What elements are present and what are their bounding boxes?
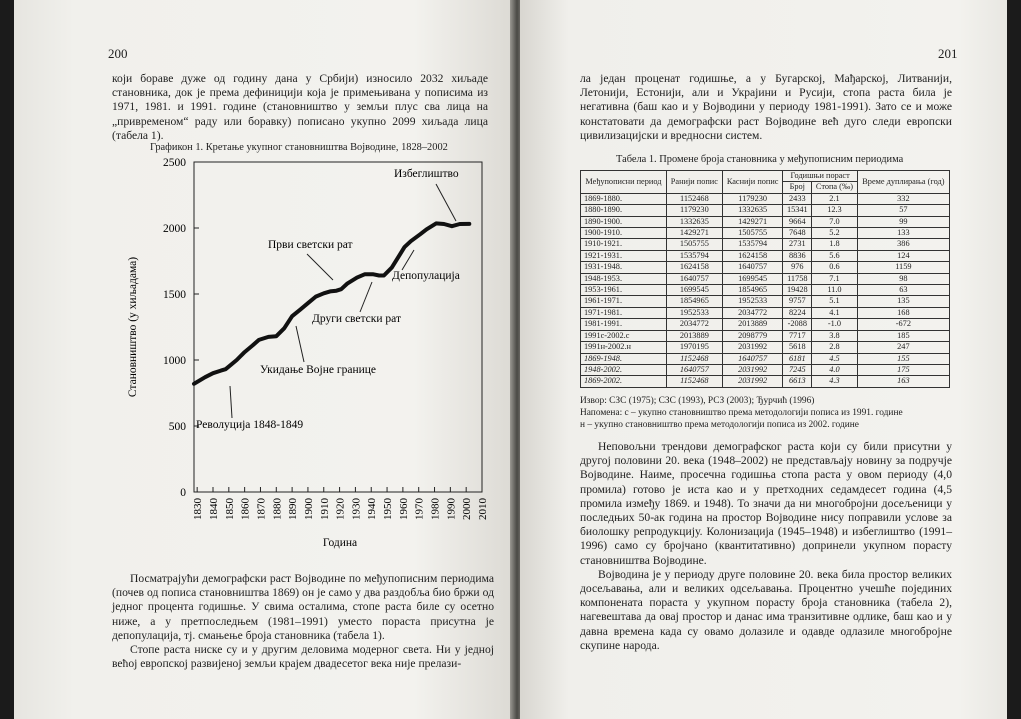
table-cell: 1981-1991. [581, 319, 667, 330]
table-row [581, 364, 950, 375]
table-cell: 1948-2002. [581, 364, 667, 375]
right-body-text [580, 440, 952, 653]
y-tick-label: 500 [168, 421, 186, 433]
table-cell: 1953-1961. [581, 285, 667, 296]
table-cell: 247 [857, 342, 949, 353]
x-tick-label: 1950 [382, 498, 395, 520]
table-row [581, 296, 950, 307]
x-tick-label: 1870 [255, 498, 268, 520]
table-cell: 1179230 [666, 205, 722, 216]
table-cell: 185 [857, 330, 949, 341]
table-cell: 7717 [783, 330, 812, 341]
x-tick-label: 1830 [192, 498, 205, 520]
right-paragraph-2: Војводина је у периоду друге половине 20. века била простор великих досељавања, али и великих одсељавања. Процентно учешће појединих компонената пораста у укупном порасту броја становника (табела 2), нагевештава да овај простор и данас има транзитивне одлике, баш као и у давна времена када су овамо долазиле и одавде одлазиле многобројне скупине народа. [580, 567, 952, 652]
table-cell: 2031992 [722, 376, 783, 387]
right-page-number: 201 [938, 46, 958, 61]
left-page-number: 200 [108, 46, 128, 61]
annotation-refugees-pointer [436, 184, 456, 221]
table-cell: 1869-1948. [581, 353, 667, 364]
x-tick-label: 1850 [223, 498, 236, 520]
plot-frame [194, 162, 482, 492]
figure-caption: Графикон 1. Кретање укупног становништва Војводине, 1828–2002 [150, 142, 448, 153]
table-cell: -1.0 [812, 319, 858, 330]
table-cell: 135 [857, 296, 949, 307]
header-earlier-census: Ранији попис [666, 171, 722, 194]
right-paragraph-1: Неповољни трендови демографског раста који су били присутни у другој половини 20. века (1948–2002) не представљају новину за подручје Војводине. Наиме, просечна годишња стопа раста у овом периоду (4,0 промила) готово је иста као и у претходних седамдесет година (4,5 промила између 1869. и 1948). То значи да ни многобројни досељеници у последњих 50-ак година на простор Војводине нису поправили услове за биолошку репродукцију. Колонизација (1945–1948) и избеглиштво (1991–1996) само су бројчано (квантитативно) допринели укупном порасту становништва Војводине. [580, 440, 952, 567]
left-intro-text: који бораве дуже од годину дана у Србији) износило 2032 хиљаде становника, док је према дефиницији која је примењивана у пописима из 1971, 1981. и 1991. године (становништво у земљи плус сва лица на „привременом“ раду или боравку) пописано укупно 2099 хиљада лица (табела 1). [112, 72, 488, 142]
y-axis-label: Становништво (у хиљадама) [127, 256, 139, 398]
header-annual-growth: Годишњи пораст [783, 171, 857, 182]
right-intro-text: ла један проценат годишње, а у Бугарској, Мађарској, Литванији, Летонији, Естонији, али и Украјини и Русији, стопа раста била је негативна (баш као и у Војводини у периоду 1981-1991). Зато се и може констатовати да демографски раст Војводине већ дуго следи европски цивилизацијски и вредносни систем. [580, 72, 952, 142]
table-cell: 1869-2002. [581, 376, 667, 387]
annotation-ww2: Други светски рат [312, 313, 401, 325]
table-cell: 1952533 [666, 307, 722, 318]
x-tick-label: 2000 [461, 498, 474, 520]
annotation-refugees: Избеглиштво [394, 168, 459, 180]
x-axis-label: Година [322, 537, 358, 549]
census-table [580, 170, 950, 388]
table-cell: 1961-1971. [581, 296, 667, 307]
table-cell: 1429271 [666, 228, 722, 239]
table-cell: 7245 [783, 364, 812, 375]
annotation-military-frontier-pointer [296, 326, 304, 362]
table-cell: 7.0 [812, 216, 858, 227]
header-doubling-time: Време дуплирања (год) [857, 171, 949, 194]
right-page [520, 0, 1007, 719]
x-tick-label: 1930 [350, 498, 363, 520]
table-cell: 19428 [783, 285, 812, 296]
table-cell: -672 [857, 319, 949, 330]
table-cell: 5618 [783, 342, 812, 353]
table-cell: 175 [857, 364, 949, 375]
table-row [581, 262, 950, 273]
table-cell: 98 [857, 273, 949, 284]
annotation-ww1-pointer [307, 254, 333, 280]
table-cell: 9757 [783, 296, 812, 307]
y-tick-label: 2500 [163, 157, 186, 169]
table-row [581, 285, 950, 296]
left-intro-paragraph [112, 72, 488, 143]
table-cell: 332 [857, 193, 949, 204]
table-row [581, 250, 950, 261]
y-tick-label: 1000 [163, 355, 186, 367]
table-cell: -2088 [783, 319, 812, 330]
table-cell: 155 [857, 353, 949, 364]
table-cell: 3.8 [812, 330, 858, 341]
table-cell: 2034772 [722, 307, 783, 318]
table-cell: 1179230 [722, 193, 783, 204]
left-bottom-paragraph-1: Посматрајући демографски раст Војводине по међупописним периодима (почев од пописа становништва 1869) он је само у два раздобља био бржи од једног процента годишње. У свима осталима, стопе раста биле су осетно ниже, а у претпоследњем (1981–1991) уместо пораста присутна је депопулација, тј. смањење броја становника (табела 1). [112, 572, 494, 642]
annotation-revolution-pointer [230, 386, 232, 418]
left-bottom-paragraph-2: Стопе раста ниске су и у другим деловима модерног света. Ни у једној већој европској развијеној земљи крајем двадесетог века није прелази- [112, 643, 494, 671]
table-cell: 1921-1931. [581, 250, 667, 261]
table-cell: 1332635 [722, 205, 783, 216]
table-cell: 2731 [783, 239, 812, 250]
table-row [581, 216, 950, 227]
table-cell: 1.8 [812, 239, 858, 250]
table-cell: 1535794 [666, 250, 722, 261]
table-cell: 386 [857, 239, 949, 250]
x-tick-label: 1840 [207, 498, 220, 520]
annotation-revolution: Револуција 1848-1849 [196, 419, 304, 431]
table-cell: 2.8 [812, 342, 858, 353]
table-caption: Табела 1. Промене броја становника у међупописним периодима [616, 154, 904, 165]
source-line: Извор: СЗС (1975); СЗС (1993), РСЗ (2003); Ђурчић (1996) [580, 396, 815, 406]
table-row [581, 319, 950, 330]
header-later-census: Каснији попис [722, 171, 783, 194]
table-cell: 8224 [783, 307, 812, 318]
table-cell: 57 [857, 205, 949, 216]
table-cell: 4.1 [812, 307, 858, 318]
note-line-2: н – укупно становништво према методологији пописа из 2002. године [580, 419, 859, 430]
table-cell: 5.1 [812, 296, 858, 307]
table-cell: 7648 [783, 228, 812, 239]
table-cell: 0.6 [812, 262, 858, 273]
table-row [581, 376, 950, 387]
table-cell: 1971-1981. [581, 307, 667, 318]
x-tick-label: 1970 [413, 498, 426, 520]
right-intro-paragraph [580, 72, 952, 143]
x-tick-label: 1960 [397, 498, 410, 520]
table-cell: 1970195 [666, 342, 722, 353]
table-cell: 4.5 [812, 353, 858, 364]
table-cell: 1640757 [722, 262, 783, 273]
table-cell: 133 [857, 228, 949, 239]
table-cell: 1535794 [722, 239, 783, 250]
table-cell: 1640757 [666, 273, 722, 284]
annotation-ww1: Први светски рат [268, 239, 353, 251]
table-cell: 2013889 [722, 319, 783, 330]
table-cell: 1991н-2002.н [581, 342, 667, 353]
table-row [581, 205, 950, 216]
table-cell: 2013889 [666, 330, 722, 341]
table-cell: 1152468 [666, 353, 722, 364]
y-tick-label: 2000 [163, 223, 186, 235]
table-cell: 15341 [783, 205, 812, 216]
table-cell: 11758 [783, 273, 812, 284]
x-tick-label: 1920 [334, 498, 347, 520]
table-cell: 1890-1900. [581, 216, 667, 227]
table-cell: 1948-1953. [581, 273, 667, 284]
y-tick-label: 1500 [163, 289, 186, 301]
table-cell: 1159 [857, 262, 949, 273]
table-cell: 1624158 [666, 262, 722, 273]
table-cell: 1699545 [722, 273, 783, 284]
table-cell: 2433 [783, 193, 812, 204]
table-cell: 6181 [783, 353, 812, 364]
x-tick-label: 1910 [318, 498, 331, 520]
annotation-depopulation-pointer [402, 250, 414, 270]
table-cell: 2031992 [722, 364, 783, 375]
x-tick-label: 1880 [271, 498, 284, 520]
table-cell: 2098779 [722, 330, 783, 341]
table-cell: 1152468 [666, 193, 722, 204]
x-tick-label: 1890 [287, 498, 300, 520]
annotation-military-frontier: Укидање Војне границе [260, 364, 377, 376]
table-row [581, 307, 950, 318]
header-rate: Стопа (‰) [812, 182, 858, 193]
table-cell: 6613 [783, 376, 812, 387]
header-period: Међупописни период [581, 171, 667, 194]
census-table-body [581, 193, 950, 387]
table-cell: 1952533 [722, 296, 783, 307]
table-cell: 4.0 [812, 364, 858, 375]
table-cell: 1880-1890. [581, 205, 667, 216]
table-cell: 1505755 [666, 239, 722, 250]
table-cell: 1900-1910. [581, 228, 667, 239]
table-cell: 4.3 [812, 376, 858, 387]
table-row [581, 330, 950, 341]
table-cell: 12.3 [812, 205, 858, 216]
table-cell: 1624158 [722, 250, 783, 261]
table-row [581, 273, 950, 284]
table-cell: 168 [857, 307, 949, 318]
x-tick-label: 2010 [477, 498, 489, 520]
y-tick-label: 0 [180, 487, 186, 499]
table-cell: 1505755 [722, 228, 783, 239]
population-line-chart [102, 154, 494, 562]
x-tick-label: 1940 [366, 498, 379, 520]
x-tick-label: 1900 [302, 498, 315, 520]
table-cell: 1332635 [666, 216, 722, 227]
note-line-1: Напомена: с – укупно становништво према методологији пописа из 1991. године [580, 407, 903, 418]
table-cell: 9664 [783, 216, 812, 227]
table-cell: 1854965 [666, 296, 722, 307]
table-cell: 163 [857, 376, 949, 387]
annotation-depopulation: Депопулација [392, 270, 460, 282]
table-cell: 1910-1921. [581, 239, 667, 250]
table-row [581, 353, 950, 364]
table-cell: 124 [857, 250, 949, 261]
table-cell: 11.0 [812, 285, 858, 296]
table-cell: 99 [857, 216, 949, 227]
table-cell: 1991c-2002.c [581, 330, 667, 341]
x-tick-label: 1990 [445, 498, 458, 520]
table-cell: 1869-1880. [581, 193, 667, 204]
table-cell: 1931-1948. [581, 262, 667, 273]
table-cell: 2.1 [812, 193, 858, 204]
header-number: Број [783, 182, 812, 193]
table-cell: 1429271 [722, 216, 783, 227]
table-cell: 1152468 [666, 376, 722, 387]
table-cell: 2031992 [722, 342, 783, 353]
table-row [581, 228, 950, 239]
left-page [14, 0, 514, 719]
table-cell: 7.1 [812, 273, 858, 284]
table-row [581, 342, 950, 353]
table-row [581, 239, 950, 250]
table-cell: 63 [857, 285, 949, 296]
table-cell: 1640757 [722, 353, 783, 364]
table-cell: 1640757 [666, 364, 722, 375]
left-bottom-text [112, 572, 494, 671]
table-cell: 2034772 [666, 319, 722, 330]
table-cell: 8836 [783, 250, 812, 261]
x-tick-label: 1980 [429, 498, 442, 520]
table-notes [580, 396, 960, 431]
table-cell: 5.6 [812, 250, 858, 261]
table-cell: 5.2 [812, 228, 858, 239]
table-cell: 976 [783, 262, 812, 273]
table-cell: 1854965 [722, 285, 783, 296]
x-tick-label: 1860 [239, 498, 252, 520]
annotation-ww2-pointer [360, 282, 372, 312]
table-row [581, 193, 950, 204]
table-cell: 1699545 [666, 285, 722, 296]
